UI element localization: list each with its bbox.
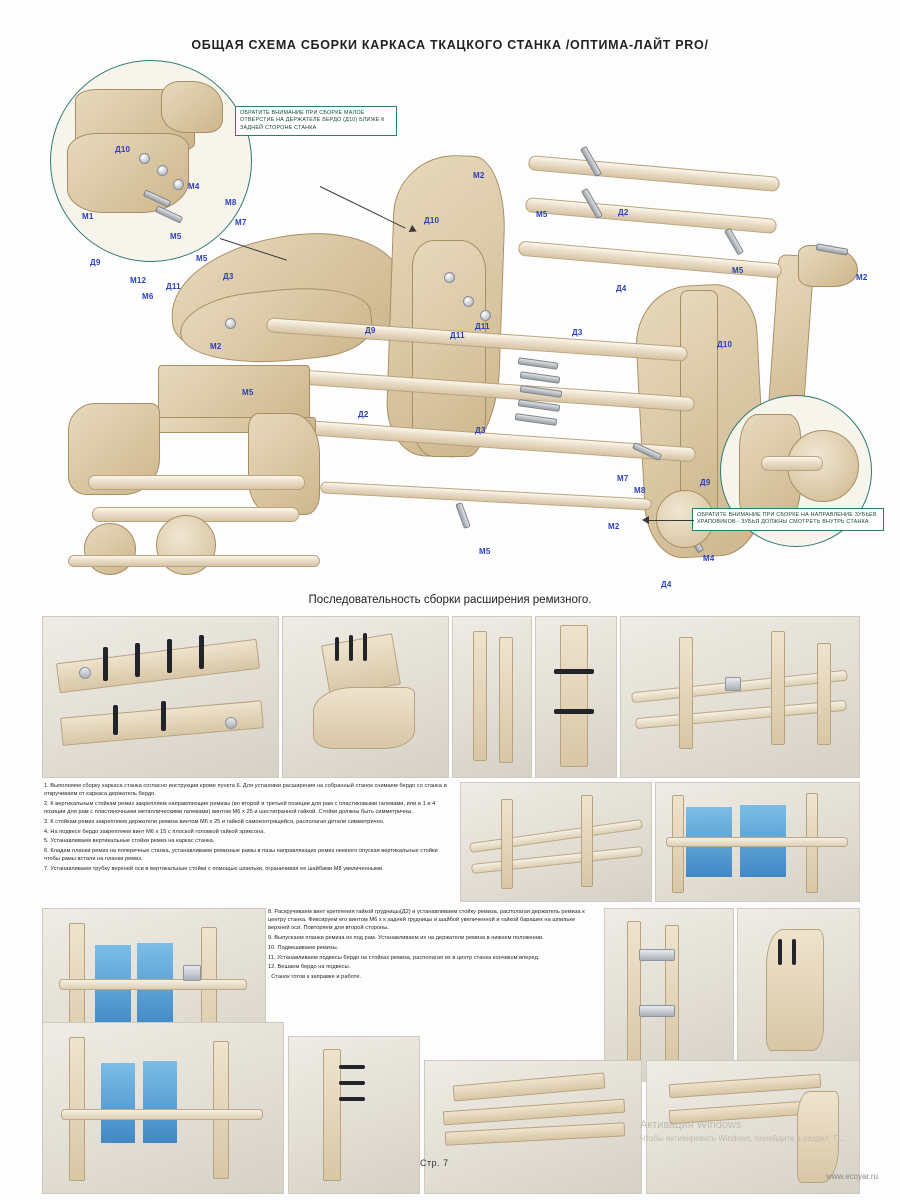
part-label-д2-26: Д2: [358, 410, 369, 419]
peg-3: [444, 272, 455, 283]
watermark-line-1: Активация Windows: [640, 1119, 742, 1131]
part-label-м1-4: М1: [82, 212, 94, 221]
step-5: 5. Устанавливаем вертикальные стойки ремиз на каркас станка.: [44, 838, 215, 845]
part-label-м5-5: М5: [170, 232, 182, 241]
screw-5: [515, 413, 558, 426]
callout-top-note: ОБРАТИТЕ ВНИМАНИЕ ПРИ СБОРКЕ МАЛОЕ ОТВЕРСТИЕ НА ДЕРЖАТЕЛЕ БЕРДО (Д10) БЛИЖЕ К ЗАДНЕЙ СТОРОНЕ СТАНКА: [235, 106, 397, 136]
part-label-м2-31: М2: [608, 522, 620, 531]
part-label-д11-9: Д11: [166, 282, 181, 291]
callout-bottom-note: ОБРАТИТЕ ВНИМАНИЕ ПРИ СБОРКЕ НА НАПРАВЛЕНИЕ ЗУБЬЕВ ХРАПОВИКОВ - ЗУБЬЯ ДОЛЖНЫ СМОТРЕТЬ ВНУТРЬ СТАНКА: [692, 508, 884, 531]
beam-bottom: [320, 481, 652, 510]
site-url[interactable]: www.ecoyar.ru: [825, 1172, 878, 1181]
page-title: ОБЩАЯ СХЕМА СБОРКИ КАРКАСА ТКАЦКОГО СТАНКА /ОПТИМА-ЛАЙТ PRO/: [191, 38, 709, 52]
assembly-diagram: [20, 60, 880, 589]
part-label-м6-10: М6: [142, 292, 154, 301]
assembled-loom-illustration: [48, 355, 348, 585]
beam-back-top: [528, 155, 780, 192]
part-label-д3-27: Д3: [475, 426, 486, 435]
peg-1: [463, 296, 474, 307]
step-2: 2. К вертикальным стойкам ремиз закрепляем направляющие ремизы (во второй и третьей позиции для рам с пластиковыми галевами, или в 1 и 4 позиции для рам с пластиночными металлическими галевами) винтом М6 х 25 и шестигранной гайкой. Стойки должны быть симметричны.: [44, 800, 436, 816]
part-label-д11-20: Д11: [450, 331, 465, 340]
photo-12: [288, 1036, 420, 1194]
part-label-д4-34: Д4: [661, 580, 672, 589]
part-label-д4-18: Д4: [616, 284, 627, 293]
photo-13: [424, 1060, 642, 1194]
photo-6: [460, 782, 652, 902]
step-8: 8. Раскручиваем винт крепления гайкой грудницы(Д2) и устанавливаем стойку ремиза, располагая держатель ремиза к центру станка. Фиксируем его винтом М6 х к задней грудницы и шайбой увеличенной и гайкой барашек на шпильке верхней оси. Повторяем для второй стороны.: [268, 909, 585, 932]
part-label-м5-25: М5: [242, 388, 254, 397]
step-3: 3. К стойкам ремиз закрепляем держатели ремиза винтом М6 х 25 и гайкой самоконтрящейся, располагая детали симметрично.: [44, 818, 385, 825]
part-label-м8-29: М8: [634, 486, 646, 495]
screw-8: [724, 228, 744, 256]
part-label-м5-6: М5: [196, 254, 208, 263]
windows-activation-watermark: [640, 1118, 890, 1146]
leader-arrow-bottom: [642, 516, 649, 524]
instructions-right: [268, 908, 598, 983]
part-label-м12-8: М12: [130, 276, 147, 285]
part-label-м5-32: М5: [479, 547, 491, 556]
photo-5: [620, 616, 860, 778]
part-label-м4-1: М4: [188, 182, 200, 191]
part-label-д9-22: Д9: [365, 326, 376, 335]
part-label-д10-13: Д10: [424, 216, 440, 225]
step-4: 4. На подвесе бердо закрепляем винт М6 х 15 с плоской головкой гайкой эриксона.: [44, 828, 266, 835]
screw-12: [455, 502, 470, 529]
step-1: 1. Выполняем сборку каркаса станка согласно инструкции кроме пункта 6. Для установки расширения на собранный станок снимаем бердо со станка и откручиваем от каркаса держатель бердо.: [44, 783, 447, 798]
part-label-д2-15: Д2: [618, 208, 629, 217]
step-11: 11. Устанавливаем подвесы бердо на стойках ремиза, располагая их в центр станка кончиком вперед.: [268, 954, 540, 961]
photo-4: [535, 616, 617, 778]
leader-line-bottom: [648, 520, 694, 521]
part-label-д9-7: Д9: [90, 258, 101, 267]
part-label-д11-21: Д11: [475, 322, 490, 331]
photo-2: [282, 616, 449, 778]
part-label-м2-12: М2: [473, 171, 485, 180]
part-label-м2-24: М2: [210, 342, 222, 351]
part-label-м2-17: М2: [856, 273, 868, 282]
section-title: Последовательность сборки расширения ремизного.: [308, 594, 592, 606]
step-9: 9. Выпускаем планки ремиза из под рам. Устанавливаем их на держатели ремиза в нижнем положении.: [268, 935, 544, 942]
peg-4: [225, 318, 236, 329]
step-12: 12. Вешаем бердо на подвесы.: [268, 964, 351, 971]
part-label-д3-19: Д3: [572, 328, 583, 337]
part-label-м5-14: М5: [536, 210, 548, 219]
part-label-м4-33: М4: [703, 554, 715, 563]
photo-10: [737, 908, 860, 1082]
beam-breast: [525, 197, 777, 234]
part-label-д10-23: Д10: [717, 340, 733, 349]
part-label-м8-2: М8: [225, 198, 237, 207]
screw-2: [520, 371, 561, 383]
photo-11: [42, 1022, 284, 1194]
step-6: 6. Кладем планки ремиз на поперечные станка, устанавливаем ремизные рамы в пазы направляющих ремиз немного опуская вертикальные стойки чтобы рамы встали на планки ремиз.: [44, 847, 438, 863]
photo-7: [655, 782, 860, 902]
part-label-д9-30: Д9: [700, 478, 711, 487]
step-final: . Станок готов к заправке и работе.: [268, 973, 362, 980]
photo-9: [604, 908, 734, 1082]
photo-3: [452, 616, 532, 778]
instructions-left: [44, 782, 452, 875]
step-7: 7. Устанавливаем трубку верхней оси в вертикальные стойки с помощью шпильки, ограничивая ее шайбами М8 увеличенными.: [44, 865, 384, 872]
page-number: Стр. 7: [420, 1158, 449, 1168]
detail-inset-top-left: [50, 60, 252, 262]
step-10: 10. Подвешиваем ремизы.: [268, 944, 339, 951]
watermark-line-2: Чтобы активировать Windows, перейдите в раздел "П...": [640, 1134, 850, 1143]
part-label-д3-11: Д3: [223, 272, 234, 281]
part-label-м7-3: М7: [235, 218, 247, 227]
screw-1: [518, 357, 559, 369]
photo-1: [42, 616, 279, 778]
part-label-д10-0: Д10: [115, 145, 131, 154]
part-label-м5-16: М5: [732, 266, 744, 275]
part-label-м7-28: М7: [617, 474, 629, 483]
peg-2: [480, 310, 491, 321]
